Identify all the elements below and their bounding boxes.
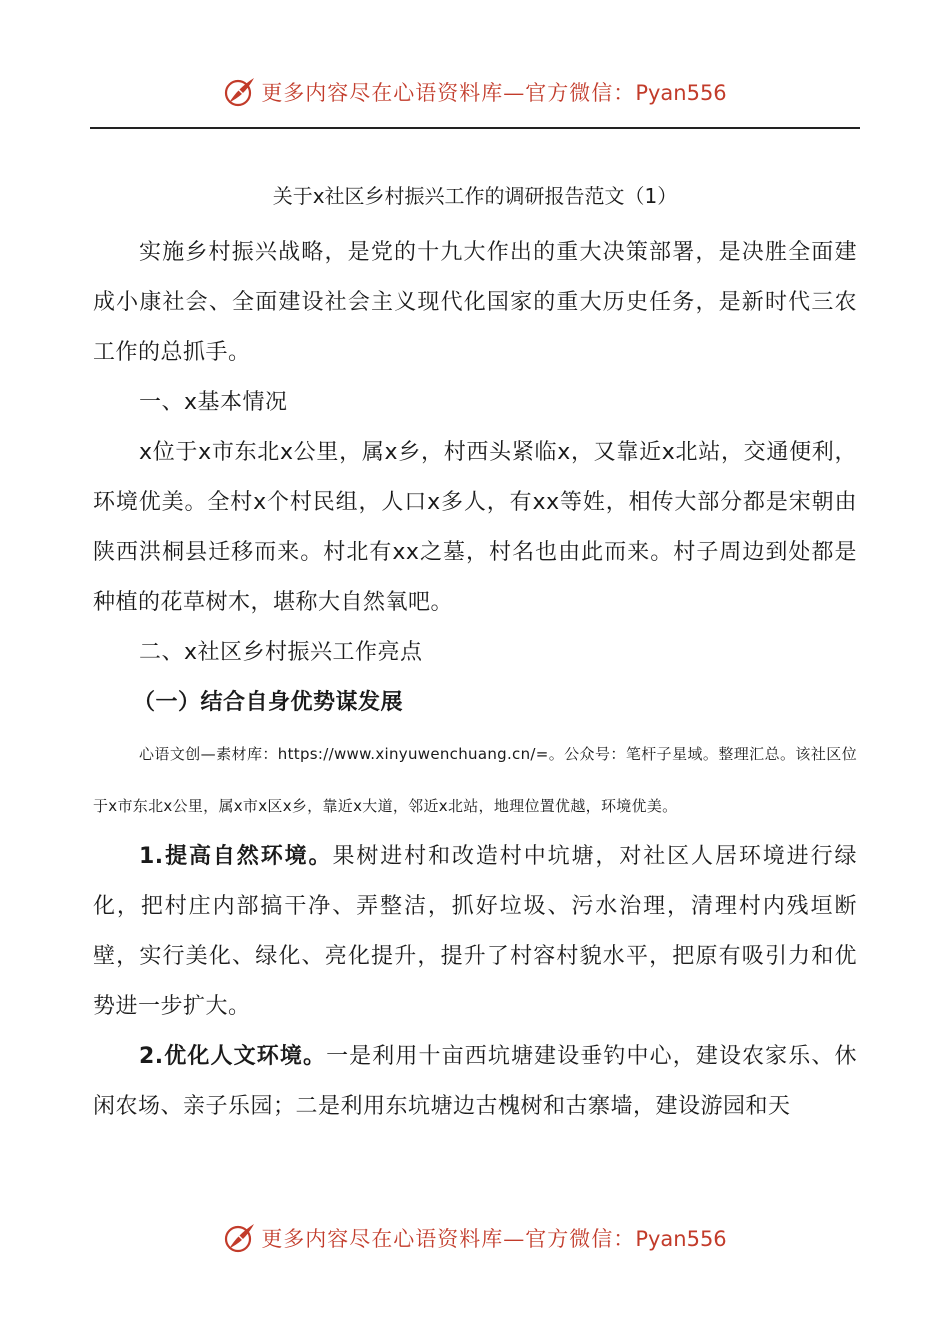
footer-banner [0, 1218, 950, 1258]
intro-paragraph: 实施乡村振兴战略，是党的十九大作出的重大决策部署，是决胜全面建成小康社会、全面建设社会主义现代化国家的重大历史任务，是新时代三农工作的总抓手。 [93, 240, 857, 365]
section1-heading: 一、x基本情况 [139, 390, 288, 415]
wechat-id: Pyan556 [635, 81, 727, 105]
section2-heading: 二、x社区乡村振兴工作亮点 [139, 640, 423, 665]
item1-lead: 1.提高自然环境。 [139, 844, 333, 869]
item2-body: 一是利用十亩西坑塘建设垂钓中心，建设农家乐、休闲农场、亲子乐园；二是利用东坑塘边古槐树和古寨墙，建设游园和天 [93, 1044, 857, 1119]
quill-logo-icon [223, 75, 257, 109]
header-divider [90, 127, 860, 129]
banner-text: 更多内容尽在心语资料库—官方微信：Pyan556 [261, 81, 727, 105]
item1-body: 果树进村和改造村中坑塘，对社区人居环境进行绿化，把村庄内部搞干净、弄整洁，抓好垃圾、污水治理，清理村内残垣断壁，实行美化、绿化、亮化提升，提升了村容村貌水平，把原有吸引力和优势进一步扩大。 [93, 844, 857, 1019]
section1-paragraph: x位于x市东北x公里，属x乡，村西头紧临x，又靠近x北站，交通便利，环境优美。全村x个村民组，人口x多人，有xx等姓，相传大部分都是宋朝由陕西洪桐县迁移而来。村北有xx之墓，村名也由此而来。村子周边到处都是种植的花草树木，堪称大自然氧吧。 [93, 440, 857, 615]
quill-logo-icon [223, 1221, 257, 1255]
source-note: 心语文创—素材库：https://www.xinyuwenchuang.cn/=。公众号：笔杆子星域。整理汇总。该社区位于x市东北x公里，属x市x区x乡，靠近x大道，邻近x北站，地理位置优越，环境优美。 [93, 745, 857, 815]
subsection1-heading: （一）结合自身优势谋发展 [133, 690, 404, 715]
wechat-id: Pyan556 [635, 1227, 727, 1251]
document-body [93, 172, 857, 1132]
item2-lead: 2.优化人文环境。 [139, 1044, 327, 1069]
banner-text: 更多内容尽在心语资料库—官方微信：Pyan556 [261, 1227, 727, 1251]
header-banner [0, 72, 950, 112]
item2-paragraph [93, 1032, 857, 1132]
item1-paragraph [93, 832, 857, 1032]
document-title: 关于x社区乡村振兴工作的调研报告范文（1） [272, 184, 678, 208]
